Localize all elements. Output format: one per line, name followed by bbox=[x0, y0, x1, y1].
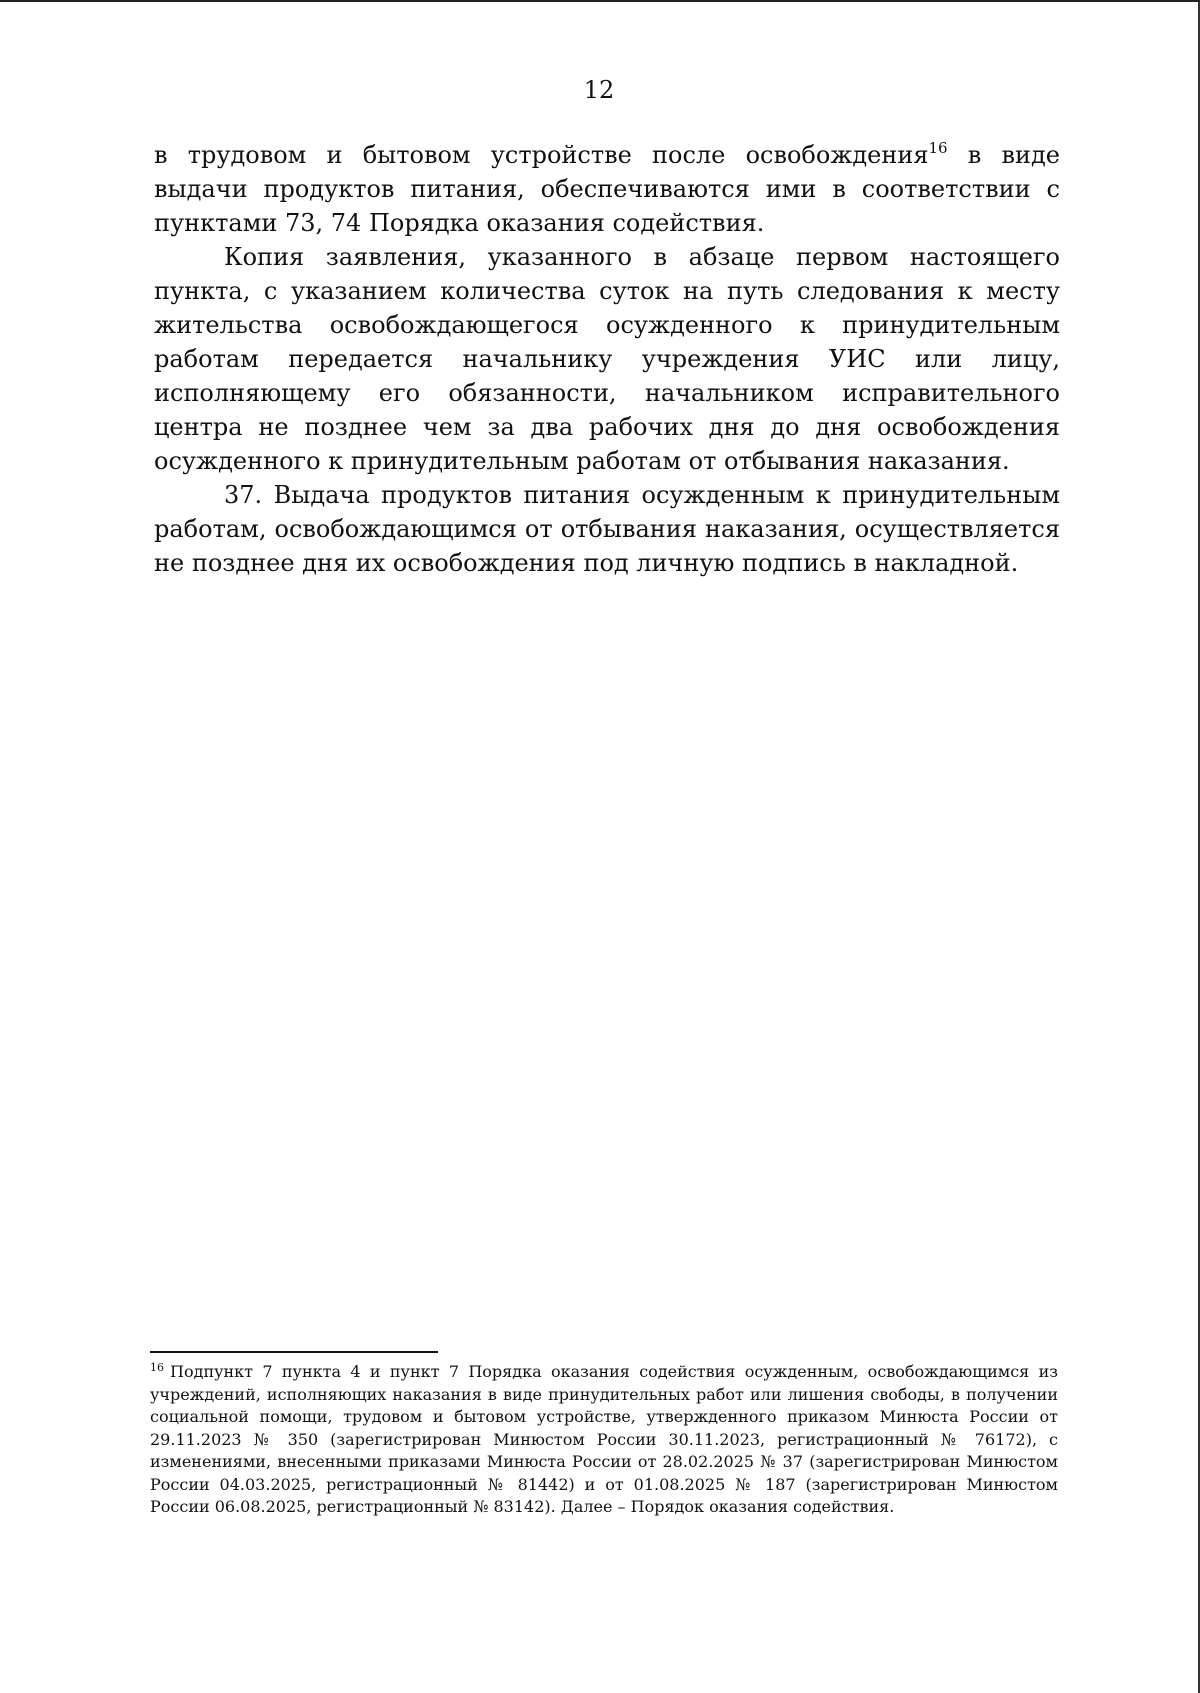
footnote-divider bbox=[150, 1351, 438, 1353]
paragraph-3: 37. Выдача продуктов питания осужденным к принудительным работам, освобождающимся от отбывания наказания, осуществляется не позднее дня их освобождения под личную подпись в накладной. bbox=[154, 481, 1060, 577]
paragraph-1-text-start: в трудовом и бытовом устройстве после освобождения bbox=[154, 141, 929, 169]
page-number: 12 bbox=[583, 76, 615, 104]
paragraph-2: Копия заявления, указанного в абзаце первом настоящего пункта, с указанием количества суток на путь следования к месту жительства освобождающегося осужденного к принудительным работам передается начальнику учреждения УИС или лицу, исполняющему его обязанности, начальником исправительного центра не позднее чем за два рабочих дня до дня освобождения осужденного к принудительным работам от отбывания наказания. bbox=[154, 243, 1060, 475]
paragraph-1-text-end: в виде выдачи продуктов питания, обеспечиваются ими в соответствии с пунктами 73, 74 Порядка оказания содействия. bbox=[154, 141, 1060, 237]
footnote-text: Подпункт 7 пункта 4 и пункт 7 Порядка оказания содействия осужденным, освобождающимся из учреждений, исполняющих наказания в виде принудительных работ или лишения свободы, в получении социальной помощи, трудовом и бытовом устройстве, утвержденного приказом Минюста России от 29.11.2023 № 350 (зарегистрирован Минюстом России 30.11.2023, регистрационный № 76172), с изменениями, внесенными приказами Минюста России от 28.02.2025 № 37 (зарегистрирован Минюстом России 04.03.2025, регистрационный № 81442) и от 01.08.2025 № 187 (зарегистрирован Минюстом России 06.08.2025, регистрационный № 83142). Далее – Порядок оказания содействия. bbox=[150, 1362, 1058, 1516]
footnote-number: 16 bbox=[150, 1361, 164, 1374]
paragraph-1 bbox=[154, 138, 1060, 240]
document-body bbox=[154, 138, 1060, 580]
footnote bbox=[150, 1361, 1058, 1519]
footnote-reference: 16 bbox=[928, 139, 948, 157]
